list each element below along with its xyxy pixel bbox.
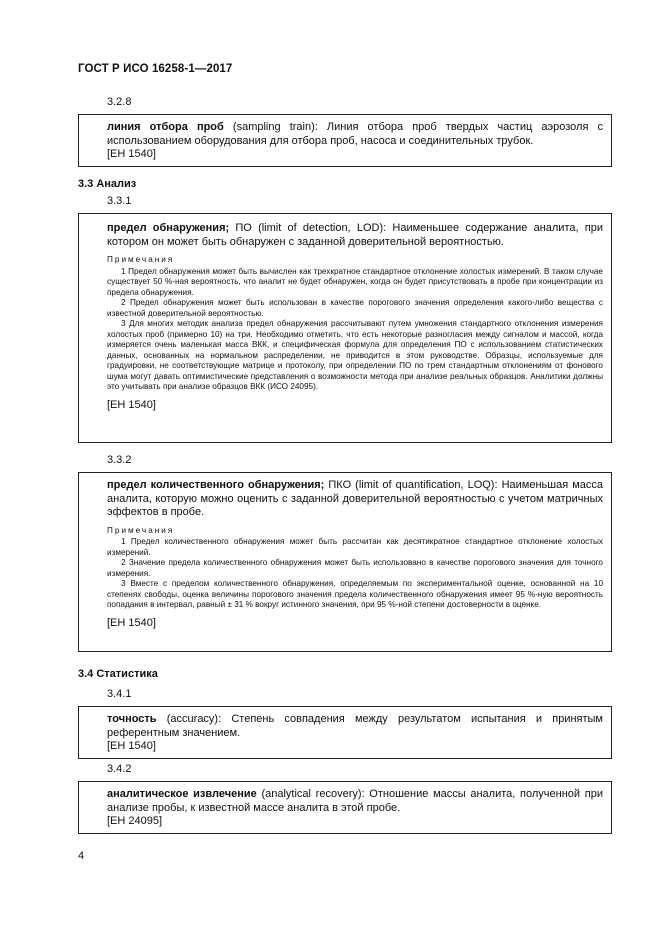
notes-heading: Примечания bbox=[107, 255, 175, 264]
definition-box-3-3-1 bbox=[78, 213, 612, 443]
reference: [ЕН 1540] bbox=[107, 398, 156, 411]
clause-number-3-3-2: 3.3.2 bbox=[107, 454, 132, 466]
term: точность bbox=[107, 713, 157, 725]
term: предел количественного обнаружения; bbox=[107, 479, 325, 491]
reference: [ЕН 1540] bbox=[107, 148, 156, 160]
reference: [ЕН 1540] bbox=[107, 740, 156, 752]
clause-number-3-4-1: 3.4.1 bbox=[107, 688, 132, 700]
definition: ПО (limit of detection, LOD): Наименьшее содержание аналита, при котором он может быть обнаружен с заданной доверительной вероятностью. bbox=[107, 222, 603, 248]
notes bbox=[107, 526, 603, 611]
reference: [ЕН 1540] bbox=[107, 616, 156, 629]
definition-text bbox=[107, 788, 603, 815]
notes bbox=[107, 255, 603, 393]
definition-box-3-3-2 bbox=[78, 472, 612, 652]
note-3: 3 Вместе с пределом количественного обнаружения, определяемым по экспериментальной оценке, основанной на 10 степенях свободы, оценка величины порогового значения предела количественного обнаружения имеет 95 %-ную вероятность попадания в интервал, равный ± 31 % вокруг истинного значения, при 95 %-ной степени достоверности в оценке. bbox=[107, 579, 603, 609]
notes-heading: Примечания bbox=[107, 525, 175, 535]
term: линия отбора проб bbox=[107, 121, 224, 133]
note-1: 1 Предел количественного обнаружения может быть рассчитан как десятикратное стандартное отклонение холостых измерений. bbox=[107, 537, 603, 557]
definition-text bbox=[107, 121, 603, 148]
document-header: ГОСТ Р ИСО 16258-1—2017 bbox=[78, 63, 233, 75]
page-number: 4 bbox=[78, 850, 85, 862]
definition: (sampling train): Линия отбора проб твердых частиц аэрозоля с использованием оборудования для отбора проб, насоса и соединительных трубок. bbox=[107, 121, 603, 147]
definition: ПКО (limit of quantification, LOQ): Наименьшая масса аналита, которую можно оценить с заданной доверительной вероятностью с учетом матричных эффектов в пробе. bbox=[107, 479, 604, 518]
definition-box-3-4-2 bbox=[78, 781, 612, 834]
term: аналитическое извлечение bbox=[107, 788, 257, 800]
note-2: 2 Значение предела количественного обнаружения может быть использовано в качестве порогового значения для точного измерения. bbox=[107, 558, 603, 578]
note-1: 1 Предел обнаружения может быть вычислен как трехкратное стандартное отклонение холостых измерений. В таком случае существует 50 %-ная вероятность, что аналит не будет обнаружен, когда он будет присутствовать в пробе при концентрации из предела обнаружения. bbox=[107, 266, 603, 297]
definition-text bbox=[107, 479, 603, 520]
clause-number-3-4-2: 3.4.2 bbox=[107, 763, 132, 775]
note-2: 2 Предел обнаружения может быть использован в качестве порогового значения определения какого-либо вещества с известной доверительной вероятностью. bbox=[107, 298, 603, 318]
clause-number-3-2-8: 3.2.8 bbox=[107, 96, 132, 108]
definition-text bbox=[107, 713, 603, 740]
note-3: 3 Для многих методик анализа предел обнаружения рассчитывают путем умножения стандартного отклонения измерения холостых проб (примерно 10) на три. Необходимо отметить, что есть некоторые разногласия между сигналом и массой, когда измеряется очень маленькая масса ВКК, и специфическая формула для определения ПО с использованием статистических данных, основанных на нормальном распределении, не приводится в этом руководстве. Образцы, используемые для градуировки, не соответствующие матрице и протоколу, при определении ПО по трем стандартным отклонениям от фонового шума могут давать оптимистические представления о возможности метода при анализе реальных образцов. Аналитики должны это учитывать при анализе образцов ВКК (ИСО 24095). bbox=[107, 319, 603, 391]
section-heading-3-3: 3.3 Анализ bbox=[78, 178, 137, 190]
definition-box-3-2-8 bbox=[78, 114, 612, 167]
definition-box-3-4-1 bbox=[78, 706, 612, 759]
definition-text bbox=[107, 222, 603, 249]
definition: (analytical recovery): Отношение массы аналита, полученной при анализе пробы, к известной массе аналита в этой пробе. bbox=[107, 788, 603, 814]
reference: [ЕН 24095] bbox=[107, 815, 163, 827]
term: предел обнаружения; bbox=[107, 222, 230, 234]
section-heading-3-4: 3.4 Статистика bbox=[78, 668, 158, 680]
definition: (accuracy): Степень совпадения между результатом испытания и принятым референтным значением. bbox=[107, 713, 603, 739]
clause-number-3-3-1: 3.3.1 bbox=[107, 195, 132, 207]
